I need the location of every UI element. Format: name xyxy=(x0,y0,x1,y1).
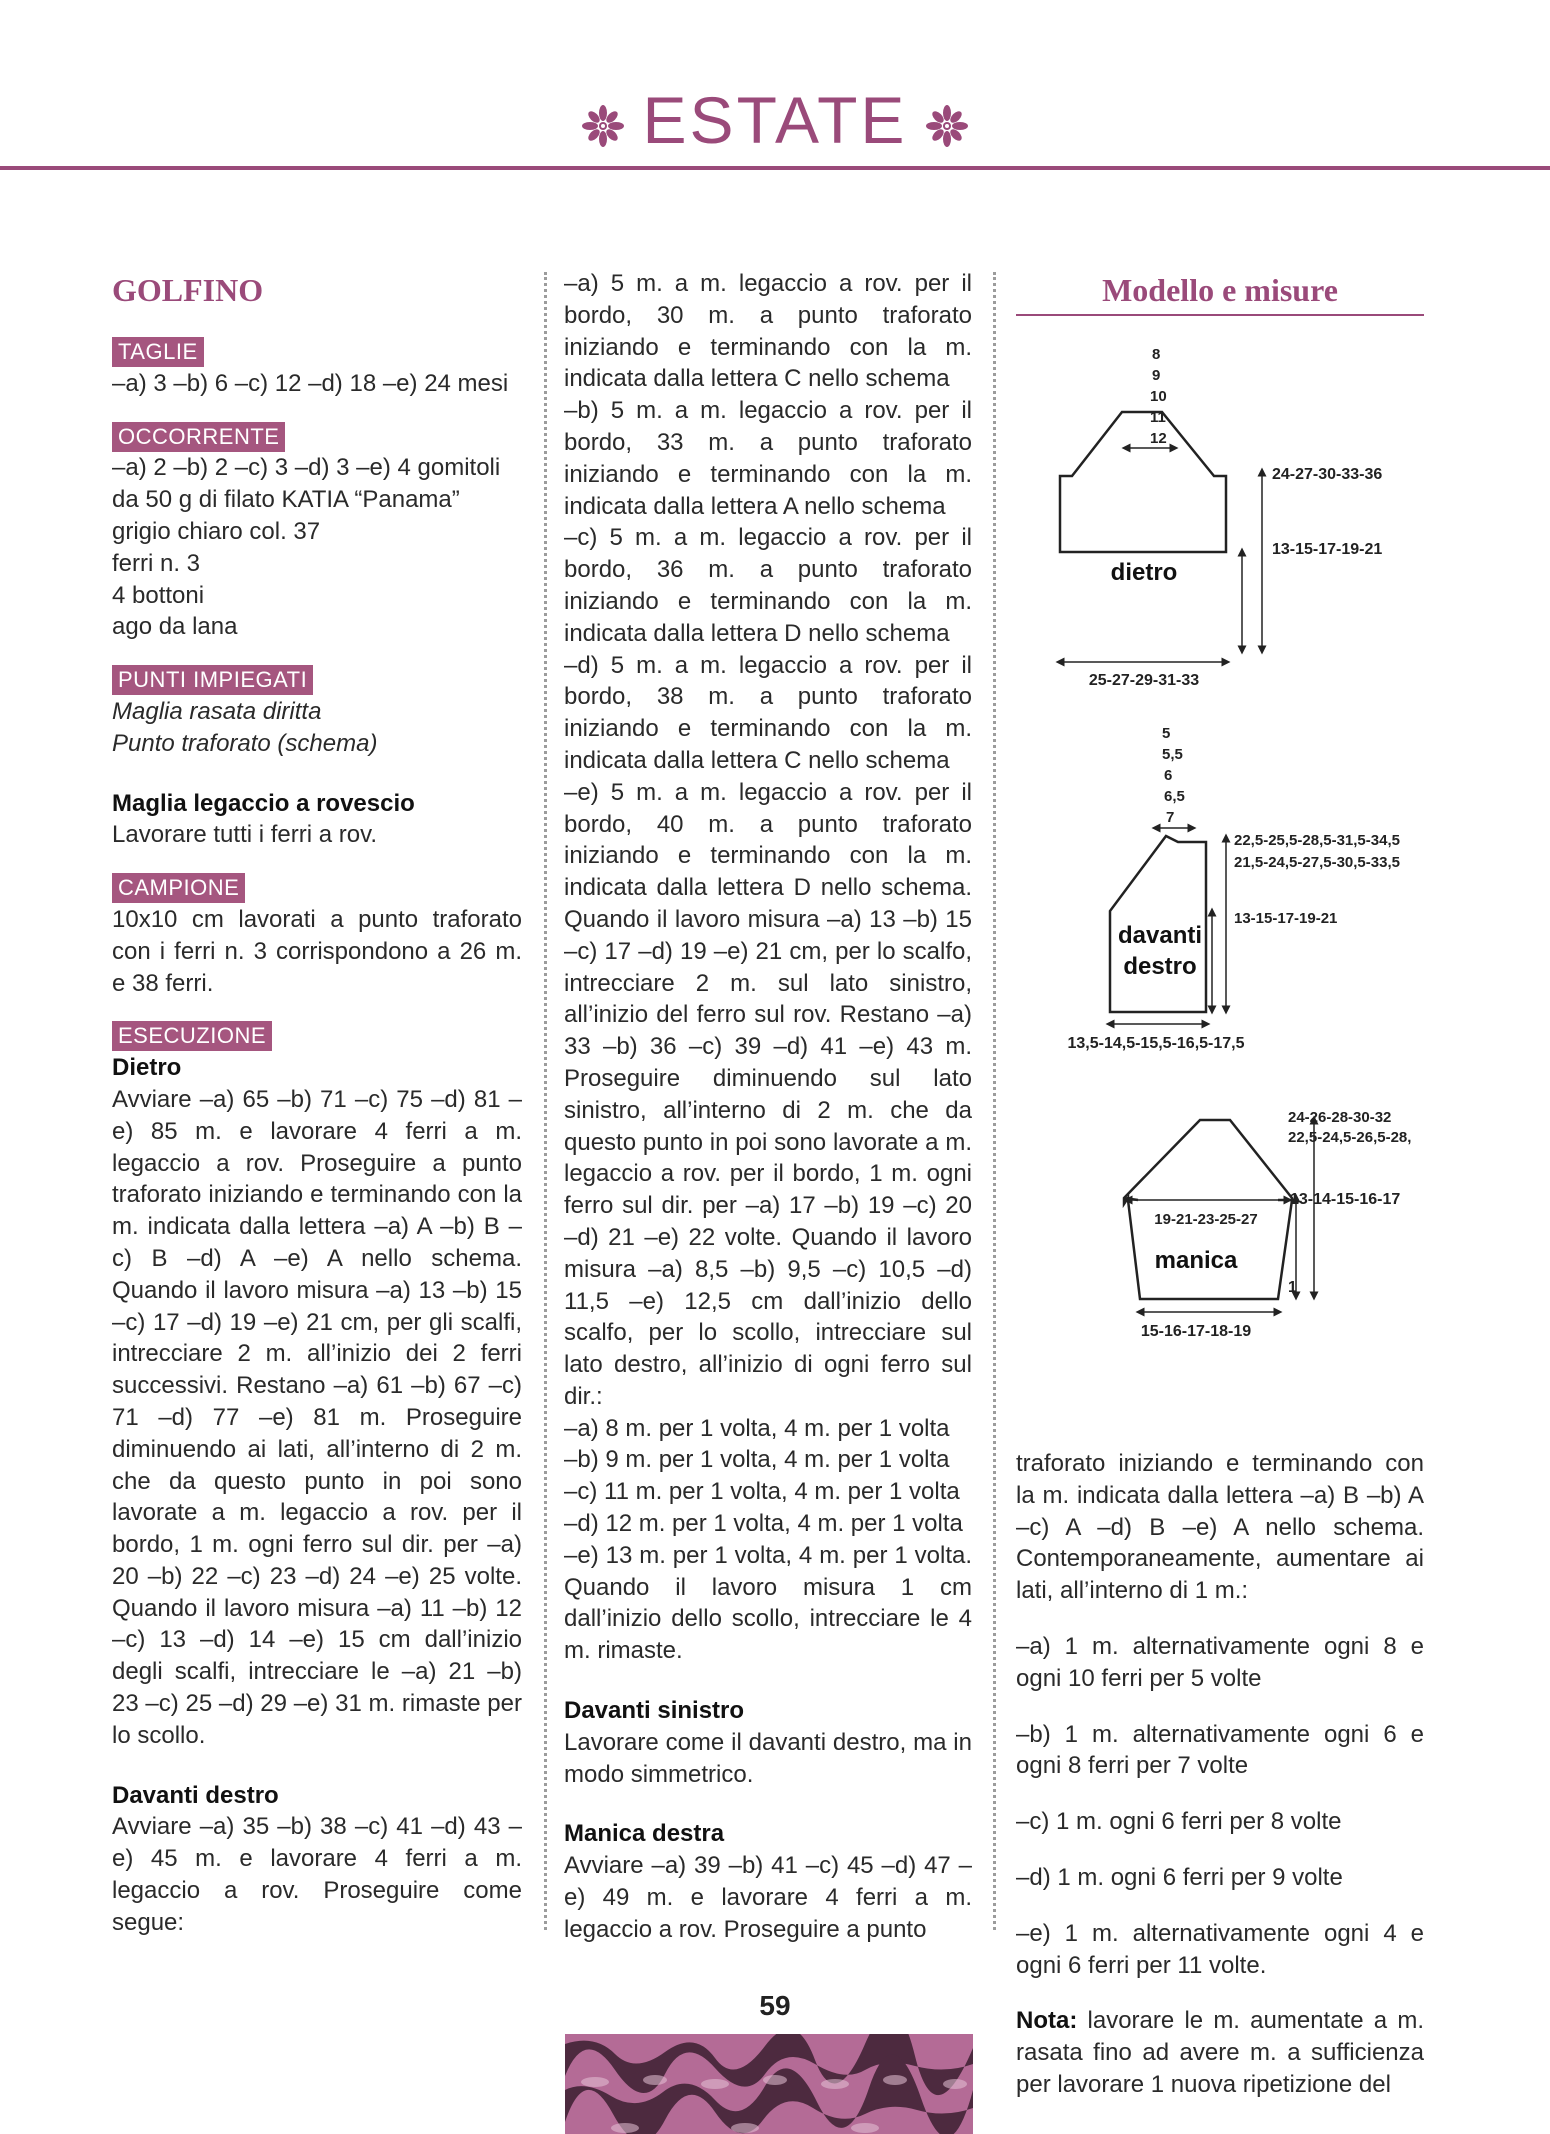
manica-piece xyxy=(1124,1109,1411,1340)
size-instruction: –b) 9 m. per 1 volta, 4 m. per 1 volta xyxy=(564,1446,950,1474)
davanti-destro-title: Davanti destro xyxy=(112,1781,279,1809)
legaccio-title: Maglia legaccio a rovescio xyxy=(112,789,415,817)
davanti-top-size: 6 xyxy=(1164,767,1173,784)
page-title: ESTATE xyxy=(642,83,908,157)
increase-line: –d) 1 m. ogni 6 ferri per 9 volte xyxy=(1016,1863,1343,1891)
knit-swatch-image xyxy=(565,2034,973,2134)
manica-right-top: 22,5-24,5-26,5-28, xyxy=(1288,1129,1412,1146)
punti-label: PUNTI IMPIEGATI xyxy=(112,665,313,695)
davanti-sinistro-title: Davanti sinistro xyxy=(564,1697,745,1725)
dietro-top-size: 11 xyxy=(1150,409,1166,426)
diagram-title: Modello e misure xyxy=(1102,272,1338,308)
davanti-top-size: 5 xyxy=(1162,725,1171,742)
schematic-diagram xyxy=(1016,330,1436,1360)
manica-bottom: 15-16-17-18-19 xyxy=(1140,1323,1252,1340)
dietro-label: dietro xyxy=(1110,559,1178,586)
manica-title: Manica destra xyxy=(564,1820,725,1848)
nota-text: lavorare le m. aumentate a m. rasata fino ad avere m. a sufficienza per lavorare 1 nuova ripetizione del xyxy=(1016,2007,1424,2098)
size-instruction: –c) 5 m. a m. legaccio a rov. per il bordo, 36 m. a punto traforato iniziando e terminando con la m. indicata dalla lettera D nello schema xyxy=(564,524,972,647)
occorrente-label: OCCORRENTE xyxy=(112,422,285,452)
occorrente-line: 4 bottoni xyxy=(112,581,205,609)
dietro-top-size: 12 xyxy=(1150,430,1167,447)
manica-label: manica xyxy=(1154,1247,1238,1274)
punti-line: Maglia rasata diritta xyxy=(112,697,322,725)
header-rule xyxy=(0,166,1550,170)
manica-text: Avviare –a) 39 –b) 41 –c) 45 –d) 47 –e) 49 m. e lavorare 4 ferri a m. legaccio a rov. Proseguire a punto xyxy=(564,1852,972,1943)
size-instruction: –a) 5 m. a m. legaccio a rov. per il bordo, 30 m. a punto traforato iniziando e terminando con la m. indicata dalla lettera C nello schema xyxy=(564,270,972,393)
davanti-label: destro xyxy=(1123,953,1197,980)
dietro-bottom: 25-27-29-31-33 xyxy=(1088,672,1200,689)
column-divider xyxy=(993,272,996,1930)
manica-right-bottom: 1 xyxy=(1288,1279,1297,1296)
dietro-title: Dietro xyxy=(112,1054,182,1082)
davanti-top-size: 7 xyxy=(1166,809,1175,826)
dietro-top-size: 10 xyxy=(1150,388,1167,405)
davanti-destro-text: Avviare –a) 35 –b) 38 –c) 41 –d) 43 –e) 45 m. e lavorare 4 ferri a m. legaccio a rov. Proseguire come segue: xyxy=(112,1813,522,1936)
page-number: 59 xyxy=(759,1990,791,2021)
manica-inner-width: 19-21-23-25-27 xyxy=(1154,1211,1258,1228)
dietro-right-mid: 13-15-17-19-21 xyxy=(1272,541,1383,558)
increase-line: –c) 1 m. ogni 6 ferri per 8 volte xyxy=(1016,1808,1342,1836)
increase-line: –b) 1 m. alternativamente ogni 6 e ogni 8 ferri per 7 volte xyxy=(1016,1720,1424,1780)
diagram-rule xyxy=(1016,314,1424,316)
campione-label: CAMPIONE xyxy=(112,873,245,903)
dietro-right-top: 24-27-30-33-36 xyxy=(1272,466,1383,483)
davanti-top-size: 5,5 xyxy=(1162,746,1183,763)
middle-column xyxy=(564,268,972,1946)
davanti-right-top: 21,5-24,5-27,5-30,5-33,5 xyxy=(1234,854,1400,871)
left-column xyxy=(112,268,522,1939)
pattern-heading: GOLFINO xyxy=(112,272,264,308)
manica-right-mid: 13-14-15-16-17 xyxy=(1290,1191,1401,1208)
occorrente-line: ferri n. 3 xyxy=(112,549,201,577)
esecuzione-label: ESECUZIONE xyxy=(112,1021,272,1051)
dietro-text: Avviare –a) 65 –b) 71 –c) 75 –d) 81 –e) 85 m. e lavorare 4 ferri a m. legaccio a rov. Proseguire a punto traforato iniziando e terminando con la m. indicata dalla lettera –a) A –b) B –c) B –d) A –e) A nello schema. Quando il lavoro misura –a) 13 –b) 15 –c) 17 –d) 19 –e) 21 cm, per gli scalfi, intrecciare 2 m. all’inizio dei 2 ferri successivi. Restano –a) 61 –b) 67 –c) 71 –d) 77 –e) 81 m. Proseguire diminuendo ai lati, all’interno di 2 m. che da questo punto in poi sono lavorate a m. legaccio a rov. per il bordo, 1 m. ogni ferro sul dir. per –a) 20 –b) 22 –c) 23 –d) 24 –e) 25 volte. Quando il lavoro misura –a) 11 –b) 12 –c) 13 –d) 14 –e) 15 cm dall’inizio degli scalfi, intrecciare le –a) 21 –b) 23 –c) 25 –d) 29 –e) 31 m. rimaste per lo scollo. xyxy=(112,1085,522,1749)
increase-line: –a) 1 m. alternativamente ogni 8 e ogni 10 ferri per 5 volte xyxy=(1016,1632,1424,1692)
davanti-bottom: 13,5-14,5-15,5-16,5-17,5 xyxy=(1067,1035,1245,1052)
dietro-top-size: 8 xyxy=(1152,346,1161,363)
header-title-row xyxy=(0,80,1550,160)
size-instruction: –e) 13 m. per 1 volta, 4 m. per 1 volta. Quando il lavoro misura 1 cm dall’inizio dello scollo, intrecciare le 4 m. rimaste. xyxy=(564,1541,972,1665)
davanti-sinistro-text: Lavorare come il davanti destro, ma in modo simmetrico. xyxy=(564,1728,972,1788)
davanti-label: davanti xyxy=(1117,922,1203,949)
size-instruction: –d) 12 m. per 1 volta, 4 m. per 1 volta xyxy=(564,1510,963,1538)
column-divider xyxy=(544,272,547,1930)
dietro-piece xyxy=(1060,346,1382,689)
dietro-top-size: 9 xyxy=(1152,367,1161,384)
nota-label: Nota: xyxy=(1016,2007,1078,2035)
davanti-right-top: 22,5-25,5-28,5-31,5-34,5 xyxy=(1234,832,1400,849)
punti-line: Punto traforato (schema) xyxy=(112,729,378,757)
davanti-destro-piece xyxy=(1067,725,1399,1052)
size-instruction: –b) 5 m. a m. legaccio a rov. per il bordo, 33 m. a punto traforato iniziando e terminando con la m. indicata dalla lettera A nello schema xyxy=(564,397,972,520)
taglie-text: –a) 3 –b) 6 –c) 12 –d) 18 –e) 24 mesi xyxy=(112,369,509,397)
occorrente-line: –a) 2 –b) 2 –c) 3 –d) 3 –e) 4 gomitoli da 50 g di filato KATIA “Panama” grigio chiaro col. 37 xyxy=(112,454,501,545)
occorrente-line: ago da lana xyxy=(112,613,238,641)
taglie-label: TAGLIE xyxy=(112,337,204,367)
increase-line: –e) 1 m. alternativamente ogni 4 e ogni 6 ferri per 11 volte. xyxy=(1016,1919,1424,1979)
flower-ornament-icon xyxy=(581,104,625,148)
campione-text: 10x10 cm lavorati a punto traforato con i ferri n. 3 corrispondono a 26 m. e 38 ferri. xyxy=(112,905,522,997)
size-instruction: –e) 5 m. a m. legaccio a rov. per il bordo, 40 m. a punto traforato iniziando e terminando con la m. indicata dalla lettera D nello schema. Quando il lavoro misura –a) 13 –b) 15 –c) 17 –d) 19 –e) 21 cm, per lo scalfo, intrecciare 2 m. sul lato sinistro, all’inizio del ferro sul rov. Restano –a) 33 –b) 36 –c) 39 –d) 41 –e) 43 m. Proseguire diminuendo sul lato sinistro, all’interno di 2 m. che da questo punto in poi sono lavorate a m. legaccio a rov. per il bordo, 1 m. ogni ferro sul dir. per –a) 17 –b) 19 –c) 20 –d) 21 –e) 22 volte. Quando il lavoro misura –a) 8,5 –b) 9,5 –c) 10,5 –d) 11,5 –e) 12,5 cm dall’inizio dello scalfo, per lo scollo, intrecciare sul lato destro, all’inizio di ogni ferro sul dir.: xyxy=(564,778,972,1410)
size-instruction: –c) 11 m. per 1 volta, 4 m. per 1 volta xyxy=(564,1478,960,1506)
size-instruction: –a) 8 m. per 1 volta, 4 m. per 1 volta xyxy=(564,1414,950,1442)
flower-ornament-icon xyxy=(925,104,969,148)
size-instruction: –d) 5 m. a m. legaccio a rov. per il bordo, 38 m. a punto traforato iniziando e terminando con la m. indicata dalla lettera C nello schema xyxy=(564,651,972,774)
davanti-right-mid: 13-15-17-19-21 xyxy=(1234,910,1338,927)
davanti-top-size: 6,5 xyxy=(1164,788,1185,805)
manica-right-top: 24-26-28-30-32 xyxy=(1288,1109,1392,1126)
page-header xyxy=(0,0,1550,175)
manica-continued-text: traforato iniziando e terminando con la m. indicata dalla lettera –a) B –b) A –c) A –d) B –e) A nello schema. Contemporaneamente, aumentare ai lati, all’interno di 1 m.: xyxy=(1016,1450,1424,1605)
legaccio-text: Lavorare tutti i ferri a rov. xyxy=(112,821,377,849)
